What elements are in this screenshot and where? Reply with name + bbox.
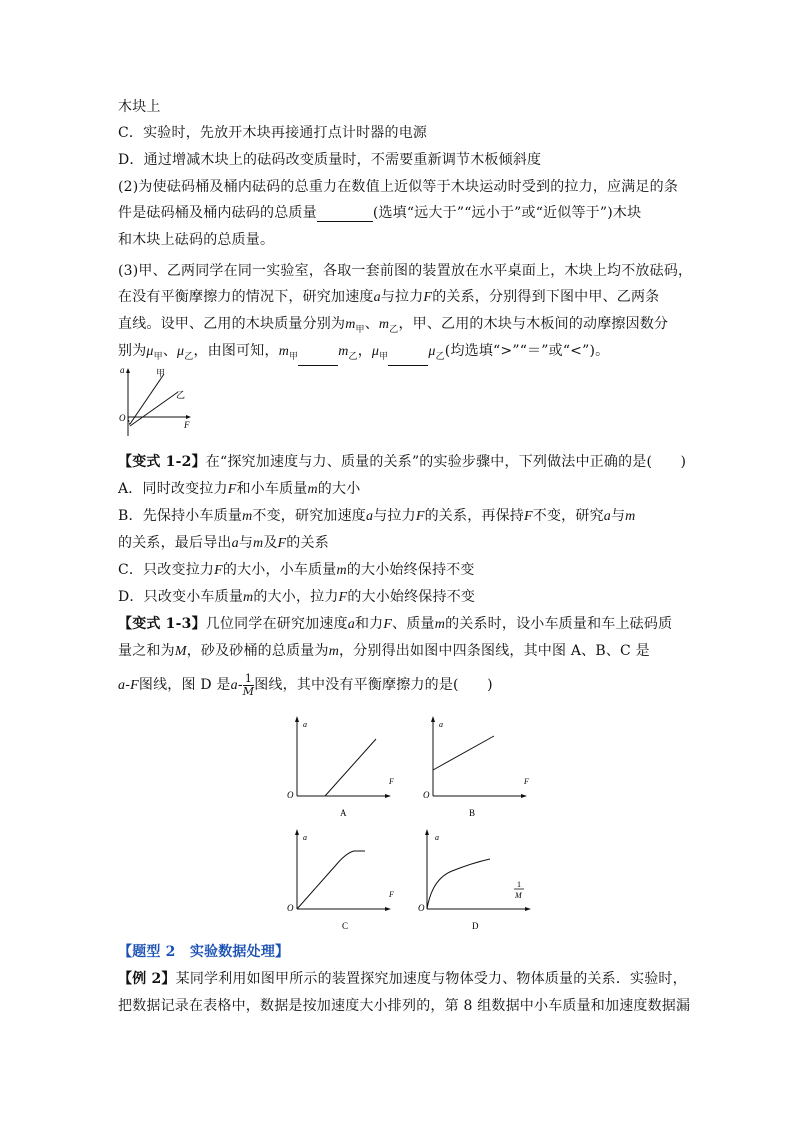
var: m	[328, 644, 339, 659]
graph-a	[280, 712, 400, 822]
text: 在没有平衡摩擦力的情况下，研究加速度	[118, 289, 374, 305]
text: 及	[263, 535, 278, 551]
axis-label-f: F	[184, 420, 190, 430]
text: 木块上	[118, 99, 161, 115]
axis-label-a: a	[435, 833, 439, 842]
var: a	[347, 617, 355, 632]
axis-label-a: a	[303, 720, 307, 729]
origin-label: O	[423, 790, 430, 800]
graph-line	[325, 739, 376, 796]
example-tag: 【例 2】	[118, 971, 176, 987]
text: 、质量	[392, 616, 435, 632]
text: ，	[357, 343, 372, 359]
y-arrow	[126, 368, 130, 373]
question-2-line1	[118, 178, 678, 196]
text: (均选填“>”“＝”或“<”)。	[444, 343, 610, 359]
text: ，甲、乙用的木块与木板间的动摩擦因数分	[398, 316, 669, 332]
answer-blank[interactable]	[388, 351, 428, 366]
text: 件是砝码桶及桶内砝码的总质量	[118, 205, 317, 221]
subscript: 乙	[184, 351, 194, 362]
variant-tag: 【变式 1-2】	[118, 454, 206, 470]
option-a	[118, 480, 360, 499]
text: A．同时改变拉力	[118, 481, 228, 497]
graph-d	[414, 825, 540, 935]
var-m: m	[278, 344, 289, 359]
var-a: a	[373, 290, 381, 305]
origin-label: O	[287, 790, 294, 800]
var: a	[366, 509, 374, 524]
answer-blank[interactable]	[317, 207, 373, 222]
variant-tag: 【变式 1-3】	[118, 616, 206, 632]
axis-label-numerator: 1	[517, 880, 521, 889]
text: 在“探究加速度与力、质量的关系”的实验步骤中，下列做法中正确的是( )	[205, 454, 687, 470]
text: 与	[238, 535, 254, 551]
var: a	[603, 509, 611, 524]
label-yi: 乙	[176, 390, 186, 400]
text: 和木块上砝码的总质量。	[118, 232, 275, 248]
origin-label: O	[287, 903, 294, 913]
var: F	[227, 482, 237, 497]
text: 的大小始终保持不变	[346, 562, 475, 578]
text: 几位同学在研究加速度	[205, 616, 348, 632]
var: F	[130, 678, 139, 693]
option-b-line2	[118, 534, 329, 553]
subscript: 甲	[289, 351, 299, 362]
subscript: 乙	[389, 324, 399, 335]
numerator: 1	[243, 673, 254, 686]
y-arrow	[295, 716, 299, 722]
var-mu: μ	[146, 344, 154, 359]
graph-c	[280, 825, 400, 935]
graph-label: B	[469, 808, 476, 818]
text: 的大小	[317, 481, 361, 497]
text: 量之和为	[118, 643, 175, 659]
axis-label-f: F	[389, 777, 394, 786]
text: 的大小始终保持不变	[347, 589, 476, 605]
text: 把数据记录在表格中，数据是按加速度大小排列的，第 8 组数据中小车质量和加速度数据漏	[118, 998, 691, 1014]
variant-1-2-question	[118, 453, 686, 471]
text: 的关系	[286, 535, 329, 551]
question-2-line2	[118, 204, 641, 222]
example-2-line1	[118, 970, 687, 988]
text: 不变，研究	[532, 508, 604, 524]
var: a	[231, 536, 239, 551]
subscript: 甲	[379, 351, 389, 362]
text: -	[237, 677, 243, 693]
var-mu: μ	[177, 344, 185, 359]
subscript: 甲	[153, 351, 163, 362]
text: 的关系，再保持	[424, 508, 524, 524]
axis-label-a: a	[303, 833, 307, 842]
text: 直线。设甲、乙用的木块质量分别为	[118, 316, 346, 332]
text: D．通过增减木块上的砝码改变质量时，不需要重新调节木板倾斜度	[118, 152, 542, 168]
text: 不变，研究加速度	[252, 508, 367, 524]
y-arrow	[425, 829, 429, 835]
var: M	[174, 644, 187, 659]
answer-blank[interactable]	[298, 351, 338, 366]
text: C．实验时，先放开木块再接通打点计时器的电源	[118, 125, 428, 141]
axis-label-f: F	[389, 890, 394, 899]
y-arrow	[295, 829, 299, 835]
text: 某同学利用如图甲所示的装置探究加速度与物体受力、物体质量的关系．实验时，	[175, 971, 687, 987]
text: C．只改变拉力	[118, 562, 215, 578]
graph-label: D	[472, 921, 479, 931]
option-d	[118, 151, 541, 169]
figure-jia-yi	[116, 364, 196, 444]
variant-1-3-line3	[118, 672, 493, 699]
var: F	[214, 563, 223, 578]
text: D．只改变小车质量	[118, 589, 244, 605]
option-c	[118, 561, 475, 580]
var: F	[383, 617, 393, 632]
section-heading	[118, 943, 289, 961]
denominator: M	[242, 684, 255, 698]
x-arrow	[525, 907, 531, 911]
var-f: F	[423, 290, 433, 305]
var: a	[230, 678, 238, 693]
text: ，砂及砂桶的总质量为	[186, 643, 329, 659]
axis-label-denominator: M	[515, 891, 522, 900]
var: m	[243, 590, 254, 605]
option-b-line1	[118, 507, 635, 526]
x-arrow	[385, 794, 391, 798]
y-arrow	[431, 716, 435, 722]
text: (3)甲、乙两同学在同一实验室，各取一套前图的装置放在水平桌面上，木块上均不放砝码，	[118, 263, 693, 279]
axis-label-a: a	[120, 365, 125, 375]
question-3-line2	[118, 288, 659, 307]
graph-curve	[297, 851, 365, 909]
origin-label: O	[119, 413, 126, 423]
question-3-line3	[118, 315, 668, 339]
var: m	[336, 563, 347, 578]
fraction-1-over-m	[243, 673, 254, 698]
variant-1-3-line1	[118, 615, 672, 634]
question-2-line3	[118, 231, 274, 249]
var: F	[415, 509, 425, 524]
text: (选填“远大于”“远小于”或“近似等于”)木块	[372, 205, 642, 221]
text: 的大小，拉力	[253, 589, 339, 605]
option-c	[118, 124, 427, 142]
text: (2)为使砝码桶及桶内砝码的总重力在数值上近似等于木块运动时受到的拉力，应满足的条	[118, 179, 679, 195]
origin-label: O	[418, 903, 425, 913]
text-line	[118, 98, 161, 116]
text: ，分别得出如图中四条图线，其中图 A、B、C 是	[339, 643, 650, 659]
question-3-line1	[118, 262, 692, 280]
x-arrow	[521, 794, 527, 798]
subscript: 甲	[355, 324, 365, 335]
x-arrow	[186, 415, 191, 419]
var: m	[253, 536, 264, 551]
section-title: 【题型 2 实验数据处理】	[118, 944, 290, 960]
text: 图线，其中没有平衡摩擦力的是( )	[254, 677, 493, 693]
var: F	[524, 509, 533, 524]
var: m	[434, 617, 446, 632]
var-mu: μ	[371, 344, 380, 359]
var-m: m	[345, 317, 356, 332]
subscript: 乙	[435, 351, 445, 362]
text: 的关系，分别得到下图中甲、乙两条	[432, 289, 660, 305]
label-jia: 甲	[156, 368, 166, 378]
text: 、	[364, 316, 379, 332]
text: 和力	[354, 616, 384, 632]
option-d	[118, 588, 475, 607]
text: B．先保持小车质量	[118, 508, 243, 524]
var: F	[338, 590, 348, 605]
var: m	[242, 509, 253, 524]
graph-label: C	[342, 921, 349, 931]
text: 与拉力	[380, 289, 424, 305]
graph-curve	[427, 859, 490, 909]
text: 、	[162, 343, 178, 359]
graph-b	[420, 712, 540, 822]
var-mu: μ	[428, 344, 436, 359]
question-3-line4	[118, 342, 609, 366]
x-arrow	[385, 907, 391, 911]
variant-1-3-line2	[118, 642, 650, 661]
axis-label-f: F	[524, 777, 529, 786]
graph-label: A	[340, 808, 347, 818]
text: 的大小，小车质量	[222, 562, 337, 578]
var: a	[118, 678, 126, 693]
var-m: m	[338, 344, 349, 359]
var: m	[307, 482, 318, 497]
graph-line	[433, 736, 494, 770]
text: 图线，图 D 是	[138, 677, 231, 693]
text: ，由图可知，	[193, 343, 279, 359]
text: 与	[610, 508, 626, 524]
axis-label-a: a	[439, 720, 443, 729]
text: -	[125, 677, 131, 693]
text: 的关系，最后导出	[118, 535, 232, 551]
text: 和小车质量	[236, 481, 308, 497]
line-yi	[130, 392, 178, 426]
var: m	[625, 509, 636, 524]
text: 与拉力	[373, 508, 416, 524]
text: 别为	[118, 343, 147, 359]
var: F	[277, 536, 287, 551]
text: 的关系时，设小车质量和车上砝码质	[445, 616, 673, 632]
subscript: 乙	[348, 351, 358, 362]
example-2-line2	[118, 997, 690, 1015]
var-m: m	[378, 317, 390, 332]
